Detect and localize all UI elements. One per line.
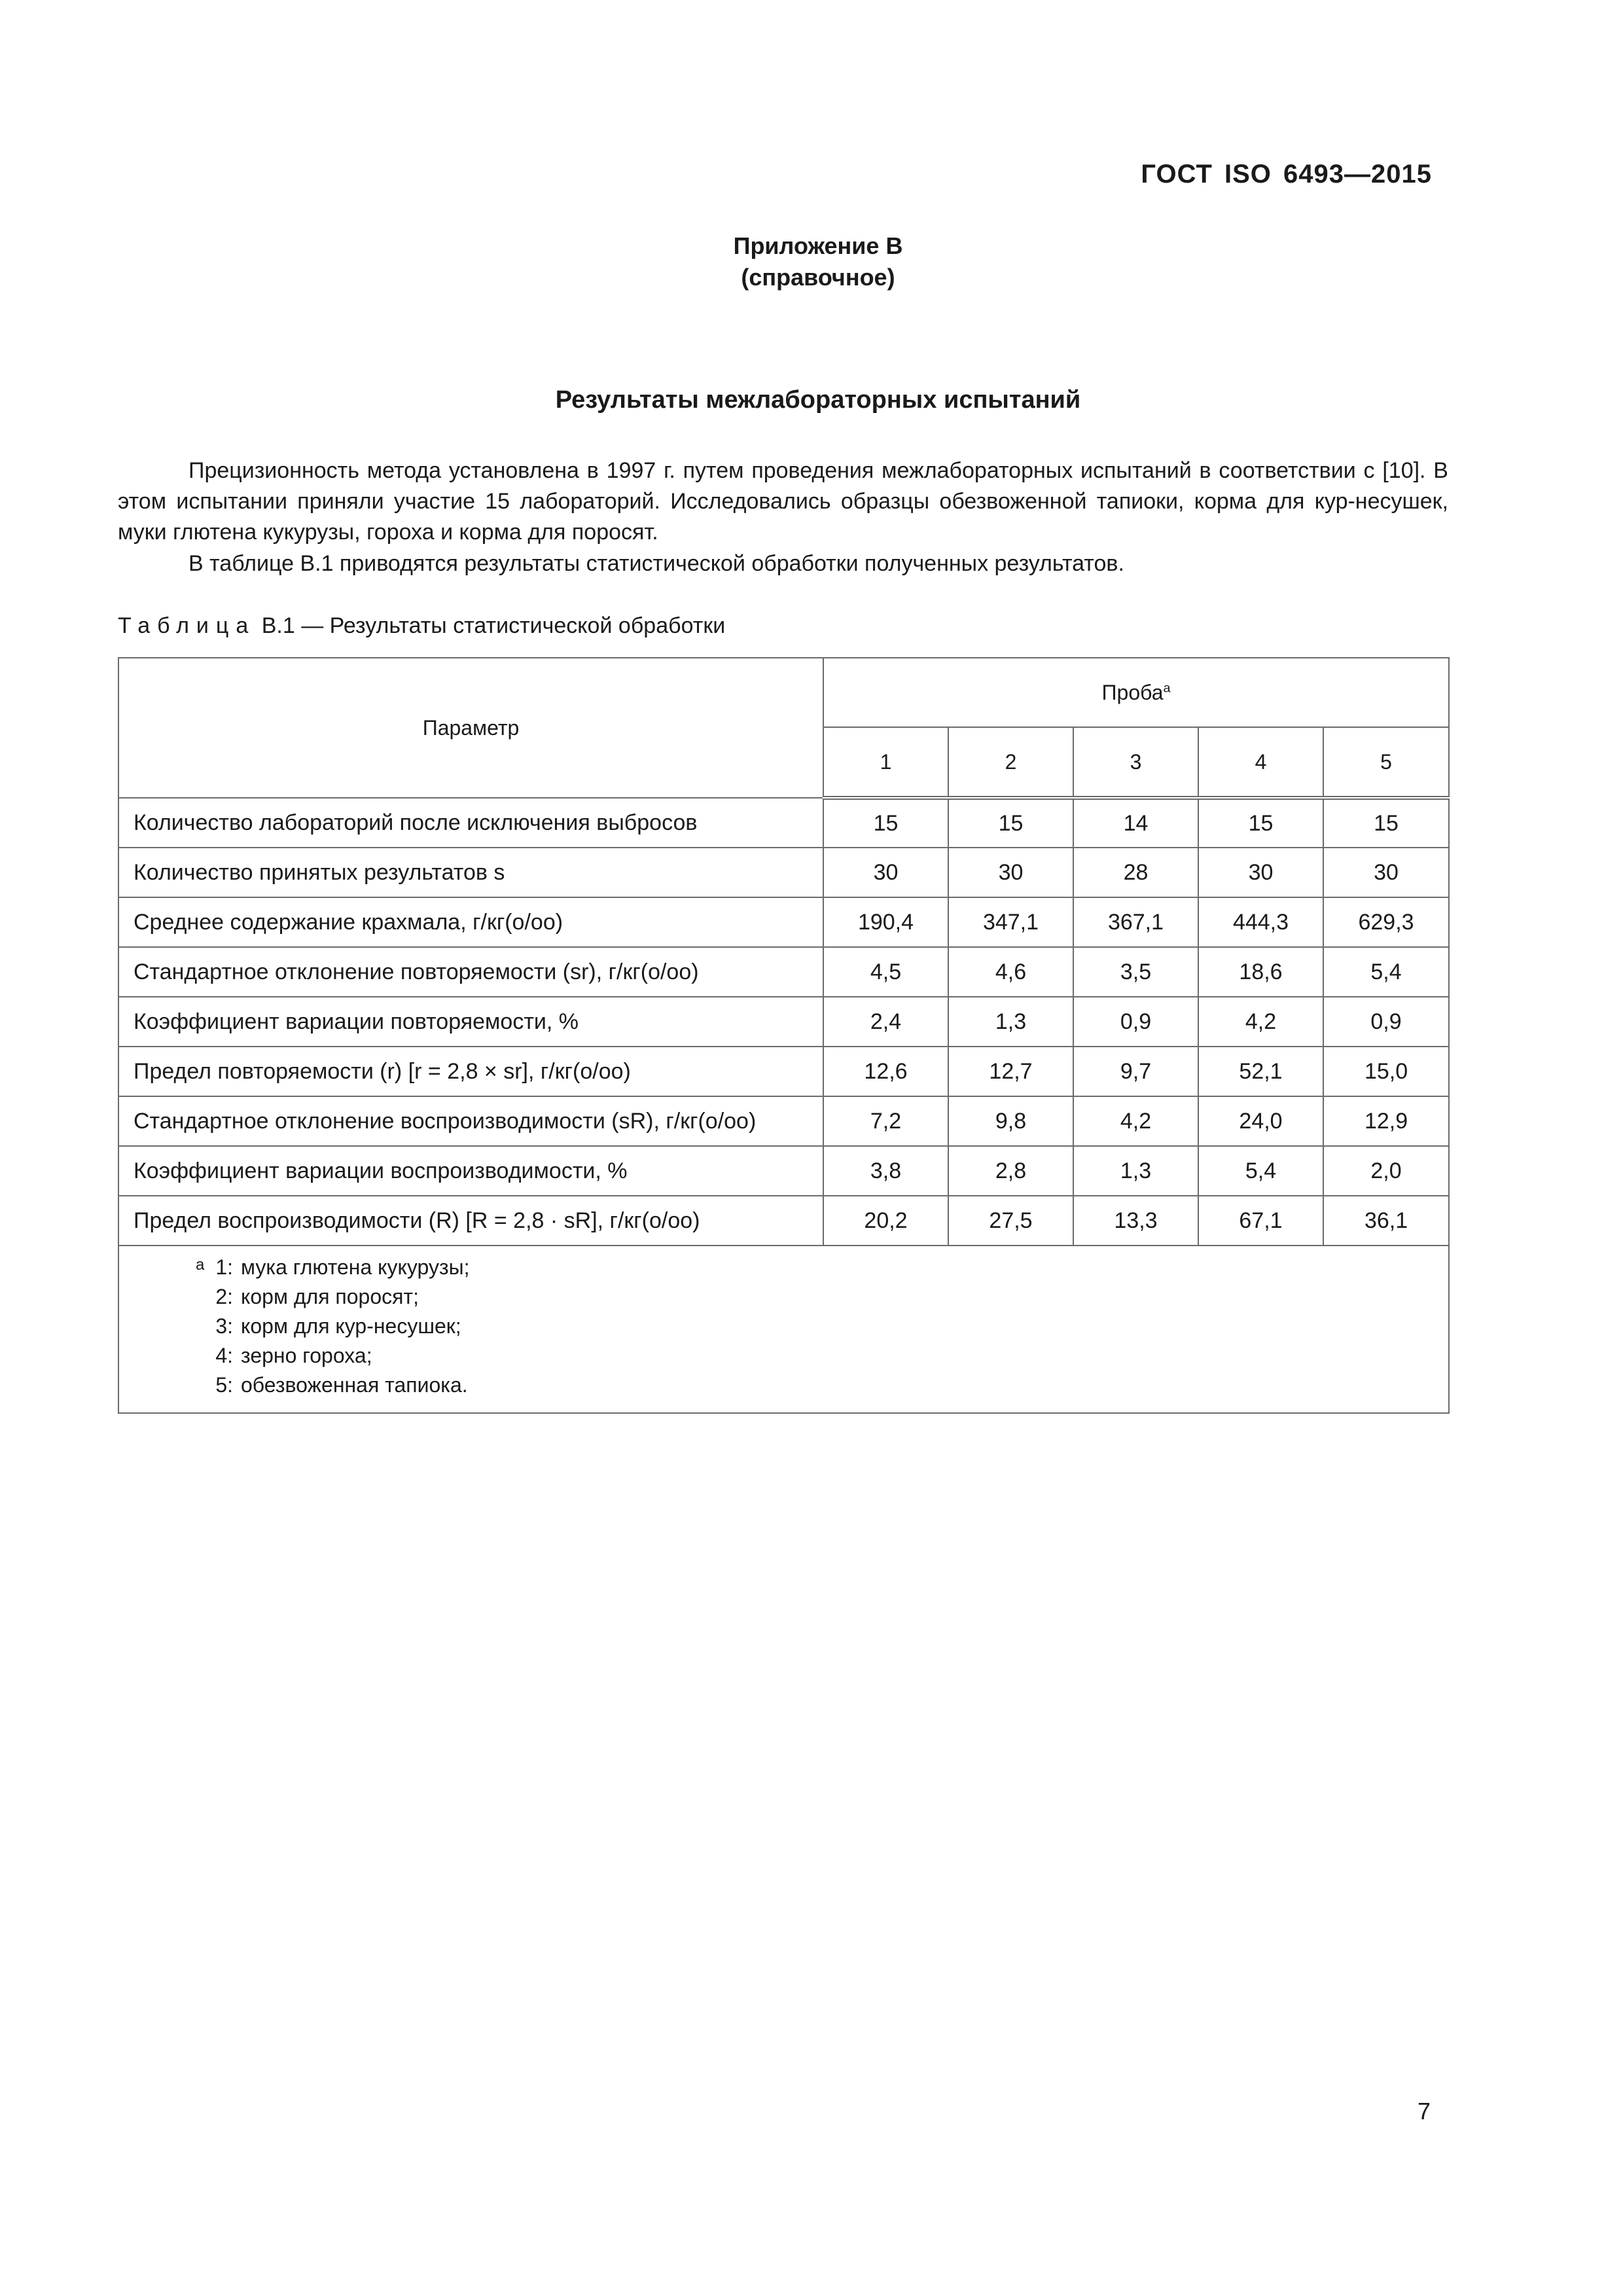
row-value: 18,6 bbox=[1198, 947, 1323, 997]
row-value: 7,2 bbox=[823, 1096, 948, 1146]
section-title: Результаты межлабораторных испытаний bbox=[555, 386, 1081, 414]
row-value: 2,4 bbox=[823, 997, 948, 1047]
appendix-subtitle: (справочное) bbox=[741, 264, 895, 291]
row-value: 4,6 bbox=[948, 947, 1073, 997]
row-value: 2,0 bbox=[1323, 1146, 1449, 1196]
footnote-line bbox=[119, 1282, 1448, 1312]
row-value: 12,6 bbox=[823, 1047, 948, 1096]
row-value: 15,0 bbox=[1323, 1047, 1449, 1096]
table-footnotes-row bbox=[118, 1246, 1449, 1413]
row-value: 67,1 bbox=[1198, 1196, 1323, 1246]
footnote-line bbox=[119, 1371, 1448, 1400]
row-value: 30 bbox=[948, 848, 1073, 897]
document-code: ГОСТ ISO 6493—2015 bbox=[1141, 160, 1432, 188]
row-value: 0,9 bbox=[1073, 997, 1198, 1047]
table-row bbox=[118, 1196, 1449, 1246]
row-value: 30 bbox=[1323, 848, 1449, 897]
table-row bbox=[118, 1047, 1449, 1096]
row-parameter: Количество лабораторий после исключения выбросов bbox=[118, 798, 823, 848]
table-row bbox=[118, 897, 1449, 947]
table-row bbox=[118, 848, 1449, 897]
row-value: 15 bbox=[823, 798, 948, 848]
header-parameter: Параметр bbox=[118, 658, 823, 798]
footnote-line bbox=[119, 1341, 1448, 1371]
row-value: 0,9 bbox=[1323, 997, 1449, 1047]
page-number: 7 bbox=[1417, 2098, 1431, 2125]
footnote-line bbox=[119, 1253, 1448, 1282]
table-row bbox=[118, 1146, 1449, 1196]
table-row bbox=[118, 947, 1449, 997]
header-sample-number: 4 bbox=[1198, 727, 1323, 798]
row-value: 190,4 bbox=[823, 897, 948, 947]
row-parameter: Коэффициент вариации воспроизводимости, % bbox=[118, 1146, 823, 1196]
table-row bbox=[118, 997, 1449, 1047]
header-sample bbox=[823, 658, 1449, 727]
row-value: 9,8 bbox=[948, 1096, 1073, 1146]
table-caption-prefix: Таблица bbox=[118, 613, 256, 638]
row-value: 15 bbox=[948, 798, 1073, 848]
row-value: 347,1 bbox=[948, 897, 1073, 947]
header-sample-number: 5 bbox=[1323, 727, 1449, 798]
row-value: 15 bbox=[1198, 798, 1323, 848]
row-parameter: Стандартное отклонение повторяемости (sr), г/кг(o/oo) bbox=[118, 947, 823, 997]
row-parameter: Предел воспроизводимости (R) [R = 2,8 · sR], г/кг(o/oo) bbox=[118, 1196, 823, 1246]
row-value: 27,5 bbox=[948, 1196, 1073, 1246]
row-value: 444,3 bbox=[1198, 897, 1323, 947]
footnote-number: 1: bbox=[215, 1255, 233, 1279]
row-value: 2,8 bbox=[948, 1146, 1073, 1196]
table-caption-text: В.1 — Результаты статистической обработки bbox=[255, 613, 726, 638]
footnote-text: корм для кур-несушек; bbox=[241, 1314, 461, 1338]
intro-paragraph: Прецизионность метода установлена в 1997 г. путем проведения межлабораторных испытаний в соответствии с [10]. В этом испытании приняли участие 15 лабораторий. Исследовались образцы обезвоженной тапиоки, корма для кур-несушек, муки глютена кукурузы, гороха и корма для поросят. bbox=[118, 458, 1448, 545]
header-footnote-marker: а bbox=[1163, 680, 1171, 695]
row-value: 24,0 bbox=[1198, 1096, 1323, 1146]
row-value: 1,3 bbox=[1073, 1146, 1198, 1196]
row-value: 15 bbox=[1323, 798, 1449, 848]
row-parameter: Предел повторяемости (r) [r = 2,8 × sr], г/кг(o/oo) bbox=[118, 1047, 823, 1096]
row-value: 1,3 bbox=[948, 997, 1073, 1047]
header-sample-label: Проба bbox=[1101, 680, 1164, 704]
row-value: 14 bbox=[1073, 798, 1198, 848]
footnote-number: 5: bbox=[215, 1373, 233, 1397]
footnote-line bbox=[119, 1312, 1448, 1341]
row-value: 3,8 bbox=[823, 1146, 948, 1196]
row-value: 20,2 bbox=[823, 1196, 948, 1246]
table-header-row bbox=[118, 658, 1449, 727]
footnote-text: мука глютена кукурузы; bbox=[241, 1255, 470, 1279]
row-value: 4,5 bbox=[823, 947, 948, 997]
footnote-number: 2: bbox=[215, 1285, 233, 1308]
row-value: 9,7 bbox=[1073, 1047, 1198, 1096]
table-row bbox=[118, 1096, 1449, 1146]
table-intro-paragraph: В таблице В.1 приводятся результаты статистической обработки полученных результатов. bbox=[188, 551, 1124, 576]
row-value: 12,7 bbox=[948, 1047, 1073, 1096]
row-parameter: Количество принятых результатов s bbox=[118, 848, 823, 897]
row-value: 4,2 bbox=[1198, 997, 1323, 1047]
row-value: 30 bbox=[823, 848, 948, 897]
row-value: 36,1 bbox=[1323, 1196, 1449, 1246]
row-value: 13,3 bbox=[1073, 1196, 1198, 1246]
row-value: 5,4 bbox=[1323, 947, 1449, 997]
row-value: 12,9 bbox=[1323, 1096, 1449, 1146]
footnote-text: зерно гороха; bbox=[241, 1344, 372, 1367]
row-value: 5,4 bbox=[1198, 1146, 1323, 1196]
row-value: 4,2 bbox=[1073, 1096, 1198, 1146]
appendix-title: Приложение В bbox=[733, 232, 903, 259]
table-row bbox=[118, 798, 1449, 848]
row-parameter: Стандартное отклонение воспроизводимости (sR), г/кг(o/oo) bbox=[118, 1096, 823, 1146]
row-value: 30 bbox=[1198, 848, 1323, 897]
header-sample-number: 2 bbox=[948, 727, 1073, 798]
row-parameter: Среднее содержание крахмала, г/кг(o/oo) bbox=[118, 897, 823, 947]
results-table bbox=[118, 657, 1450, 1414]
footnote-text: корм для поросят; bbox=[241, 1285, 419, 1308]
row-value: 3,5 bbox=[1073, 947, 1198, 997]
footnote-text: обезвоженная тапиока. bbox=[241, 1373, 468, 1397]
header-sample-number: 3 bbox=[1073, 727, 1198, 798]
row-parameter: Коэффициент вариации повторяемости, % bbox=[118, 997, 823, 1047]
row-value: 367,1 bbox=[1073, 897, 1198, 947]
footnote-number: 4: bbox=[215, 1344, 233, 1367]
row-value: 629,3 bbox=[1323, 897, 1449, 947]
table-footnotes bbox=[118, 1246, 1449, 1413]
header-sample-number: 1 bbox=[823, 727, 948, 798]
appendix-heading bbox=[0, 230, 1623, 293]
row-value: 52,1 bbox=[1198, 1047, 1323, 1096]
table-caption bbox=[118, 613, 725, 639]
row-value: 28 bbox=[1073, 848, 1198, 897]
footnote-number: 3: bbox=[215, 1314, 233, 1338]
footnote-marker: а bbox=[196, 1256, 205, 1274]
